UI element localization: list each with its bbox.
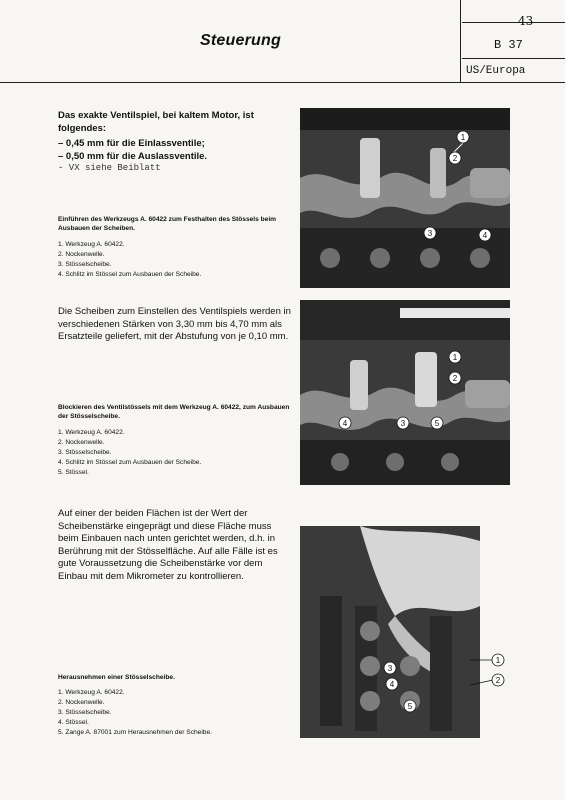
figure3-external-callouts <box>470 640 510 700</box>
legend-item: 4. Stössel. <box>58 719 89 726</box>
callout-5: 5 <box>407 702 413 711</box>
callout-3: 3 <box>400 419 406 428</box>
region-label: US/Europa <box>466 65 526 77</box>
callout-4: 4 <box>342 419 348 428</box>
spec-intake: – 0,45 mm für die Einlassventile; <box>58 138 205 149</box>
figure1-photo <box>300 108 510 288</box>
figure1-caption: Einführen des Werkzeugs A. 60422 zum Festhalten des Stössels beim Ausbauen der Scheiben. <box>58 216 277 232</box>
header-rule-vertical <box>460 0 461 82</box>
header-rule-top <box>462 22 565 23</box>
figure2-photo <box>300 300 510 485</box>
callout-3: 3 <box>387 664 393 673</box>
callout-4: 4 <box>482 231 488 240</box>
legend-item: 4. Schlitz im Stössel zum Ausbauen der Scheibe. <box>58 271 202 278</box>
figure3-caption: Herausnehmen einer Stösselscheibe. <box>58 674 175 681</box>
callout-3: 3 <box>427 229 433 238</box>
typed-note: - VX siehe Beiblatt <box>58 163 161 173</box>
callout-1: 1 <box>495 656 501 665</box>
section-code: B 37 <box>494 38 523 52</box>
valve-clearance-specs <box>58 138 290 163</box>
callout-2: 2 <box>452 154 458 163</box>
legend-item: 4. Schlitz im Stössel zum Ausbauen der Scheibe. <box>58 459 202 466</box>
figure2-caption: Blockieren des Ventilstössels mit dem Werkzeug A. 60422, zum Ausbauen der Stösselscheibe. <box>58 404 290 420</box>
callout-4: 4 <box>389 680 395 689</box>
legend-item: 3. Stösselscheibe. <box>58 449 112 456</box>
header-rule-bottom <box>0 82 565 83</box>
callout-1: 1 <box>452 353 458 362</box>
callout-5: 5 <box>434 419 440 428</box>
callout-1: 1 <box>460 133 466 142</box>
shim-sizes-text: Die Scheiben zum Einstellen des Ventilspiels werden in verschiedenen Stärken von 3,30 mm bis 4,70 mm als Ersatzteile geliefert, mit der Abstufung von je 0,10 mm. <box>58 306 291 342</box>
legend-item: 2. Nockenwelle. <box>58 251 105 258</box>
legend-item: 2. Nockenwelle. <box>58 699 105 706</box>
legend-item: 2. Nockenwelle. <box>58 439 105 446</box>
spec-exhaust: – 0,50 mm für die Auslassventile. <box>58 150 208 162</box>
page-title: Steuerung <box>200 32 281 49</box>
figure1-legend <box>58 240 290 280</box>
figure3-photo <box>300 526 480 738</box>
legend-item: 3. Stösselscheibe. <box>58 709 112 716</box>
legend-item: 5. Stössel. <box>58 469 89 476</box>
page-number: 43 <box>518 14 534 28</box>
legend-item: 3. Stösselscheibe. <box>58 261 112 268</box>
shim-orientation-text: Auf einer der beiden Flächen ist der Wert der Scheibenstärke eingeprägt und diese Fläche muss beim Einbauen nach unten gerichtet werden, d.h. in Berührung mit der Stösselfläche. Auf alle Fälle ist es gute Voraussetzung die Scheibenstärke vor dem Einbau mit dem Mikrometer zu kontrollieren. <box>58 508 278 582</box>
callout-2: 2 <box>495 676 501 685</box>
legend-item: 1. Werkzeug A. 60422. <box>58 689 125 696</box>
figure3-legend <box>58 688 290 738</box>
header-rule-middle <box>462 58 565 59</box>
legend-item: 1. Werkzeug A. 60422. <box>58 429 125 436</box>
figure2-legend <box>58 428 290 478</box>
valve-clearance-intro: Das exakte Ventilspiel, bei kaltem Motor, ist folgendes: <box>58 110 254 134</box>
legend-item: 5. Zange A. 87001 zum Herausnehmen der Scheibe. <box>58 729 212 736</box>
legend-item: 1. Werkzeug A. 60422. <box>58 241 125 248</box>
callout-2: 2 <box>452 374 458 383</box>
